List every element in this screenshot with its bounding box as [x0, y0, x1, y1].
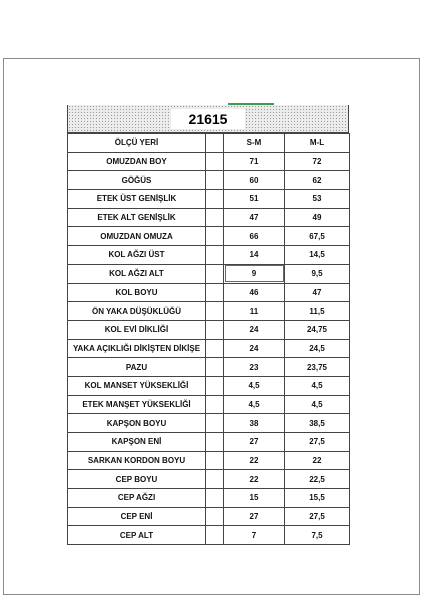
table-row — [68, 526, 350, 545]
measurement-name-cell[interactable]: GÖĞÜS — [68, 171, 206, 190]
selected-cell[interactable]: 9 — [224, 264, 285, 283]
size-sm-cell[interactable]: 27 — [224, 507, 285, 526]
measurement-name-cell[interactable]: OMUZDAN BOY — [68, 152, 206, 171]
spacer-cell[interactable] — [206, 171, 224, 190]
table-row — [68, 283, 350, 302]
table-row — [68, 507, 350, 526]
spacer-cell[interactable] — [206, 395, 224, 414]
size-ml-cell[interactable]: 24,75 — [285, 320, 350, 339]
size-sm-cell[interactable]: 11 — [224, 302, 285, 321]
table-row — [68, 208, 350, 227]
size-sm-cell[interactable]: 22 — [224, 451, 285, 470]
size-sm-cell[interactable]: 7 — [224, 526, 285, 545]
size-sm-cell[interactable]: 66 — [224, 227, 285, 246]
size-chart-sheet — [67, 105, 349, 540]
size-ml-cell[interactable]: 49 — [285, 208, 350, 227]
table-row — [68, 414, 350, 433]
measurement-name-cell[interactable]: KOL BOYU — [68, 283, 206, 302]
table-row — [68, 320, 350, 339]
table-row — [68, 264, 350, 283]
table-row — [68, 376, 350, 395]
size-sm-cell[interactable]: 24 — [224, 320, 285, 339]
spacer-cell[interactable] — [206, 283, 224, 302]
size-sm-cell[interactable]: 71 — [224, 152, 285, 171]
spacer-cell[interactable] — [206, 208, 224, 227]
size-ml-cell[interactable]: 23,75 — [285, 358, 350, 377]
spacer-cell[interactable] — [206, 414, 224, 433]
table-row — [68, 339, 350, 358]
measurement-name-cell[interactable]: SARKAN KORDON BOYU — [68, 451, 206, 470]
measurement-name-cell[interactable]: PAZU — [68, 358, 206, 377]
spacer-cell[interactable] — [206, 190, 224, 209]
measurement-name-cell[interactable]: YAKA AÇIKLIĞI DİKİŞTEN DİKİŞE — [68, 339, 206, 358]
measurement-name-cell[interactable]: KOL MANSET YÜKSEKLİĞİ — [68, 376, 206, 395]
size-ml-cell[interactable]: 14,5 — [285, 246, 350, 265]
size-ml-cell[interactable]: 53 — [285, 190, 350, 209]
measurement-name-cell[interactable]: KOL EVİ DİKLİĞİ — [68, 320, 206, 339]
size-ml-cell[interactable]: 27,5 — [285, 433, 350, 452]
header-measurement: ÖLÇÜ YERİ — [68, 134, 206, 153]
table-row — [68, 227, 350, 246]
size-ml-cell[interactable]: 22,5 — [285, 470, 350, 489]
size-sm-cell[interactable]: 60 — [224, 171, 285, 190]
size-ml-cell[interactable]: 11,5 — [285, 302, 350, 321]
size-ml-cell[interactable]: 38,5 — [285, 414, 350, 433]
table-row — [68, 470, 350, 489]
spacer-cell[interactable] — [206, 376, 224, 395]
table-row — [68, 451, 350, 470]
size-ml-cell[interactable]: 67,5 — [285, 227, 350, 246]
header-spacer — [206, 134, 224, 153]
size-ml-cell[interactable]: 47 — [285, 283, 350, 302]
table-row — [68, 489, 350, 508]
spacer-cell[interactable] — [206, 320, 224, 339]
size-ml-cell[interactable]: 7,5 — [285, 526, 350, 545]
size-ml-cell[interactable]: 4,5 — [285, 376, 350, 395]
size-sm-cell[interactable]: 27 — [224, 433, 285, 452]
spacer-cell[interactable] — [206, 339, 224, 358]
spacer-cell[interactable] — [206, 227, 224, 246]
measurement-name-cell[interactable]: ETEK MANŞET YÜKSEKLİĞİ — [68, 395, 206, 414]
measurement-name-cell[interactable]: KOL AĞZI ÜST — [68, 246, 206, 265]
size-ml-cell[interactable]: 22 — [285, 451, 350, 470]
measurement-name-cell[interactable]: CEP ALT — [68, 526, 206, 545]
table-row — [68, 246, 350, 265]
spacer-cell[interactable] — [206, 264, 224, 283]
table-row — [68, 152, 350, 171]
size-sm-cell[interactable]: 14 — [224, 246, 285, 265]
table-row — [68, 190, 350, 209]
measurement-name-cell[interactable]: OMUZDAN OMUZA — [68, 227, 206, 246]
measurement-name-cell[interactable]: KOL AĞZI ALT — [68, 264, 206, 283]
measurement-name-cell[interactable]: KAPŞON BOYU — [68, 414, 206, 433]
spacer-cell[interactable] — [206, 246, 224, 265]
spacer-cell[interactable] — [206, 470, 224, 489]
measurement-name-cell[interactable]: ÖN YAKA DÜŞÜKLÜĞÜ — [68, 302, 206, 321]
spacer-cell[interactable] — [206, 526, 224, 545]
size-sm-cell[interactable]: 23 — [224, 358, 285, 377]
size-sm-cell[interactable]: 4,5 — [224, 376, 285, 395]
spacer-cell[interactable] — [206, 451, 224, 470]
spacer-cell[interactable] — [206, 489, 224, 508]
size-sm-cell[interactable]: 51 — [224, 190, 285, 209]
size-ml-cell[interactable]: 72 — [285, 152, 350, 171]
header-size-sm: S-M — [224, 134, 285, 153]
table-row — [68, 433, 350, 452]
table-row — [68, 358, 350, 377]
header-size-ml: M-L — [285, 134, 350, 153]
measurement-name-cell[interactable]: ETEK ALT GENİŞLİK — [68, 208, 206, 227]
spacer-cell[interactable] — [206, 302, 224, 321]
measurement-name-cell[interactable]: ETEK ÜST GENİŞLİK — [68, 190, 206, 209]
size-ml-cell[interactable]: 24,5 — [285, 339, 350, 358]
size-ml-cell[interactable]: 15,5 — [285, 489, 350, 508]
table-row — [68, 302, 350, 321]
product-code-title: 21615 — [171, 109, 246, 129]
size-ml-cell[interactable]: 27,5 — [285, 507, 350, 526]
size-sm-cell[interactable]: 47 — [224, 208, 285, 227]
title-row — [67, 105, 349, 133]
table-row — [68, 395, 350, 414]
measurement-name-cell[interactable]: KAPŞON ENİ — [68, 433, 206, 452]
size-ml-cell[interactable]: 62 — [285, 171, 350, 190]
spacer-cell[interactable] — [206, 358, 224, 377]
measurement-name-cell[interactable]: CEP AĞZI — [68, 489, 206, 508]
size-sm-cell[interactable]: 4,5 — [224, 395, 285, 414]
size-sm-cell[interactable]: 24 — [224, 339, 285, 358]
size-sm-cell[interactable]: 15 — [224, 489, 285, 508]
measurement-name-cell[interactable]: CEP BOYU — [68, 470, 206, 489]
table-row — [68, 171, 350, 190]
spacer-cell[interactable] — [206, 433, 224, 452]
size-sm-cell[interactable]: 38 — [224, 414, 285, 433]
size-ml-cell[interactable]: 4,5 — [285, 395, 350, 414]
header-row — [68, 134, 350, 153]
size-sm-cell[interactable]: 22 — [224, 470, 285, 489]
size-table — [67, 133, 350, 545]
size-sm-cell[interactable]: 46 — [224, 283, 285, 302]
spacer-cell[interactable] — [206, 152, 224, 171]
measurement-name-cell[interactable]: CEP ENİ — [68, 507, 206, 526]
size-ml-cell[interactable]: 9,5 — [285, 264, 350, 283]
spacer-cell[interactable] — [206, 507, 224, 526]
